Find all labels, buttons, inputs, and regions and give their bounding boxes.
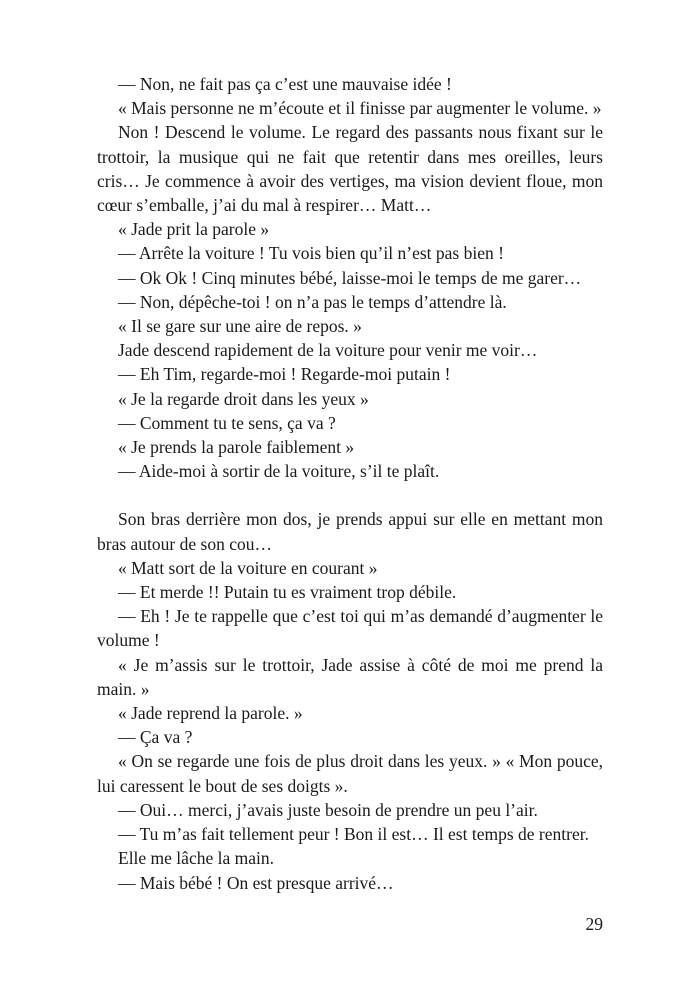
paragraph: — Ok Ok ! Cinq minutes bébé, laisse-moi le temps de me garer… — [118, 267, 582, 288]
paragraph: Non ! Descend le volume. Le regard des passants nous fixant sur le trottoir, la musique qui ne fait que retentir dans mes oreilles, leurs cris… Je commence à avoir des vertiges, ma vision devient floue, mon cœur s’emballe, j’ai du mal à respirer… Matt… — [97, 122, 603, 216]
paragraph: « Jade prit la parole » — [118, 219, 270, 240]
paragraph: Jade descend rapidement de la voiture pour venir me voir… — [118, 340, 538, 361]
paragraph: « Mais personne ne m’écoute et il finisse par augmenter le volume. » — [118, 98, 602, 119]
paragraph: Elle me lâche la main. — [118, 848, 274, 869]
paragraph: — Et merde !! Putain tu es vraiment trop débile. — [118, 582, 457, 603]
paragraph: « Il se gare sur une aire de repos. » — [118, 316, 362, 337]
paragraph: « On se regarde une fois de plus droit dans les yeux. » « Mon pouce, lui caressent le bout de ses doigts ». — [97, 751, 603, 796]
paragraph: — Eh Tim, regarde-moi ! Regarde-moi putain ! — [118, 364, 451, 385]
paragraph: Son bras derrière mon dos, je prends appui sur elle en mettant mon bras autour de son cou… — [97, 509, 603, 554]
paragraph: « Matt sort de la voiture en courant » — [118, 557, 378, 578]
paragraph: — Ça va ? — [118, 727, 193, 748]
page-number: 29 — [585, 914, 603, 934]
paragraph: « Jade reprend la parole. » — [118, 703, 303, 724]
paragraph: — Oui… merci, j’avais juste besoin de prendre un peu l’air. — [118, 799, 538, 820]
paragraph: — Non, dépêche-toi ! on n’a pas le temps d’attendre là. — [118, 291, 507, 312]
paragraph: « Je prends la parole faiblement » — [118, 437, 355, 458]
paragraph: — Arrête la voiture ! Tu vois bien qu’il n’est pas bien ! — [118, 243, 504, 264]
paragraph: — Mais bébé ! On est presque arrivé… — [118, 872, 394, 893]
paragraph: — Non, ne fait pas ça c’est une mauvaise idée ! — [118, 74, 452, 94]
paragraph: — Eh ! Je te rappelle que c’est toi qui m’as demandé d’augmenter le volume ! — [97, 606, 603, 651]
section-gap — [97, 483, 603, 507]
paragraph: « Je la regarde droit dans les yeux » — [118, 388, 369, 409]
body-text — [97, 72, 603, 895]
paragraph: — Tu m’as fait tellement peur ! Bon il est… Il est temps de rentrer. — [118, 824, 589, 845]
paragraph: « Je m’assis sur le trottoir, Jade assise à côté de moi me prend la main. » — [97, 654, 603, 699]
paragraph: — Comment tu te sens, ça va ? — [118, 412, 336, 433]
paragraph: — Aide-moi à sortir de la voiture, s’il te plaît. — [118, 461, 440, 482]
